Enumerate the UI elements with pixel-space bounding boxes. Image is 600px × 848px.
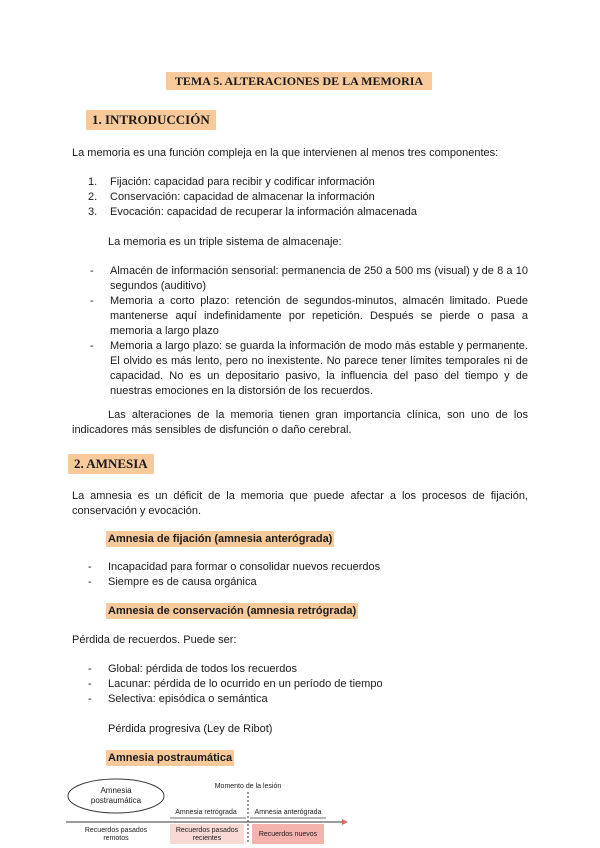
- list-item: 1. Fijación: capacidad para recibir y codificar información: [88, 176, 375, 188]
- subheading-amnesia-conservacion: Amnesia de conservación (amnesia retrógrada): [108, 605, 357, 617]
- moment-label: Momento de la lesión: [214, 783, 282, 790]
- fixation-amnesia-list: [88, 560, 528, 590]
- list-item: - Memoria a largo plazo: se guarda la información de modo más estable y permanente. El olvido es más lento, pero no inexistente. No parece tener límites temporales ni de capacidad. No es un depositario pasivo, la influencia del paso del tiempo y de nuestras emociones en la distorsión de los recuerdos.: [90, 340, 528, 397]
- subheading-amnesia-fijacion: Amnesia de fijación (amnesia anterógrada): [108, 533, 333, 545]
- remote-label-1: Recuerdos pasados: [84, 827, 148, 834]
- intro-lead-paragraph: La memoria es una función compleja en la que intervienen al menos tres componentes:: [72, 147, 499, 159]
- list-item: 3. Evocación: capacidad de recuperar la información almacenada: [88, 206, 417, 218]
- memory-components-list: [88, 175, 530, 220]
- list-item: - Selectiva: episódica o semántica: [88, 693, 268, 705]
- ellipse-label-1: Amnesia: [100, 786, 132, 795]
- clinical-importance-paragraph: Las alteraciones de la memoria tienen gran importancia clínica, son uno de los indicadores más sensibles de disfunción o daño cerebral.: [72, 409, 528, 436]
- amnesia-definition-paragraph: La amnesia es un déficit de la memoria que puede afectar a los procesos de fijación, conservación y evocación.: [72, 490, 528, 517]
- new-memories-label: Recuerdos nuevos: [258, 831, 318, 838]
- list-item: - Siempre es de causa orgánica: [88, 576, 257, 588]
- recent-label-2: recientes: [192, 835, 222, 842]
- list-item: - Lacunar: pérdida de lo ocurrido en un período de tiempo: [88, 678, 383, 690]
- anterograde-label: Amnesia anterógrada: [254, 809, 322, 816]
- recent-label-1: Recuerdos pasados: [175, 827, 239, 834]
- timeline-arrow-head: [342, 819, 348, 825]
- retrograde-label: Amnesia retrógrada: [175, 809, 237, 816]
- list-item: - Incapacidad para formar o consolidar nuevos recuerdos: [88, 561, 381, 573]
- conservation-amnesia-list: [88, 662, 528, 707]
- conservation-lead-paragraph: Pérdida de recuerdos. Puede ser:: [72, 634, 237, 646]
- subheading-amnesia-postraumatica: Amnesia postraumática: [108, 752, 233, 764]
- section-heading-introduction: 1. INTRODUCCIÓN: [86, 110, 216, 130]
- posttraumatic-amnesia-diagram: [60, 772, 350, 848]
- memory-stores-list: [90, 264, 528, 399]
- ellipse-label-2: postraumática: [90, 796, 142, 805]
- list-item: - Memoria a corto plazo: retención de segundos-minutos, almacén limitado. Puede mantenerse aquí indefinidamente por repetición. Después se pierde o pasa a memoria a largo plazo: [90, 295, 528, 337]
- remote-label-2: remotos: [103, 835, 129, 842]
- list-item: 2. Conservación: capacidad de almacenar la información: [88, 191, 375, 203]
- page-title: TEMA 5. ALTERACIONES DE LA MEMORIA: [166, 72, 432, 90]
- progressive-loss-paragraph: Pérdida progresiva (Ley de Ribot): [108, 723, 273, 735]
- section-heading-amnesia: 2. AMNESIA: [68, 454, 154, 474]
- list-item: - Almacén de información sensorial: permanencia de 250 a 500 ms (visual) y de 8 a 10 segundos (auditivo): [90, 265, 528, 292]
- triple-system-paragraph: La memoria es un triple sistema de almacenaje:: [108, 236, 342, 248]
- list-item: - Global: pérdida de todos los recuerdos: [88, 663, 297, 675]
